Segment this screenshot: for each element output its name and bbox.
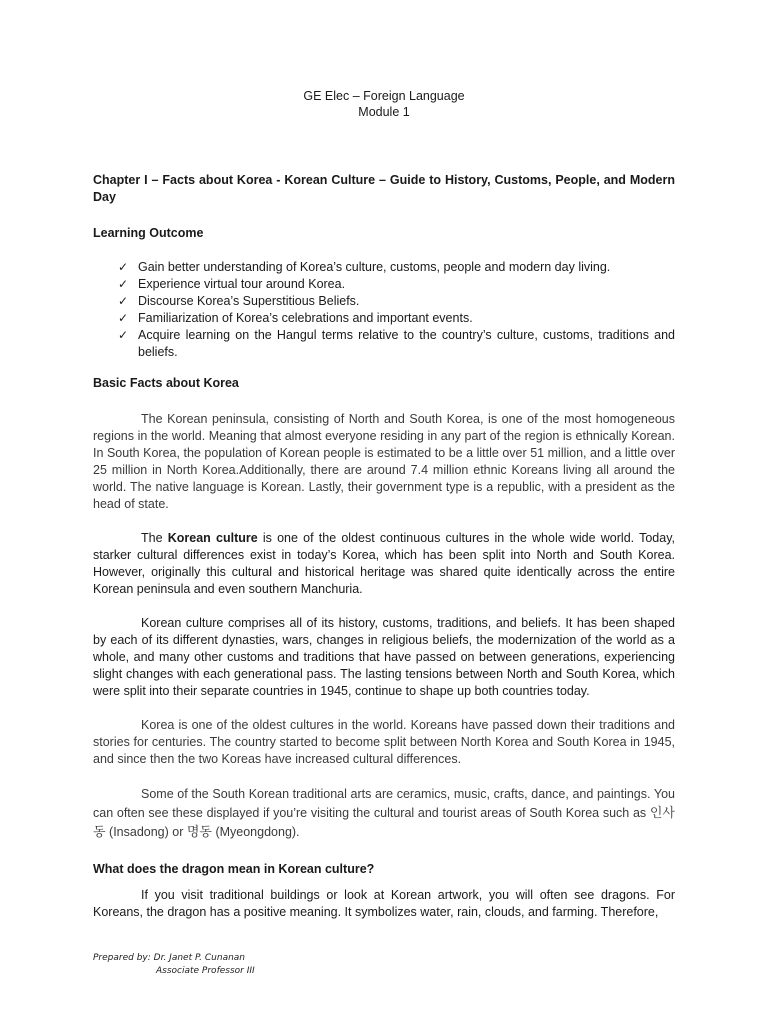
learning-outcome-list — [93, 259, 675, 361]
outcome-text: Acquire learning on the Hangul terms relative to the country’s culture, customs, traditions and beliefs. — [138, 328, 675, 359]
footer-author: Prepared by: Dr. Janet P. Cunanan — [93, 953, 246, 963]
module-label: Module 1 — [358, 105, 410, 119]
dragon-paragraph-1: If you visit traditional buildings or look at Korean artwork, you will often see dragons. For Koreans, the dragon has a positive meaning. It symbolizes water, rain, clouds, and farming. Therefore, — [93, 888, 675, 919]
myeongdong-hangul: 명동 — [186, 825, 212, 840]
list-item — [93, 259, 675, 276]
checkmark-icon: ✓ — [118, 277, 129, 291]
outcome-text: Discourse Korea’s Superstitious Beliefs. — [138, 294, 360, 308]
basic-facts-paragraph-3: Korean culture comprises all of its history, customs, traditions, and beliefs. It has been shaped by each of its different dynasties, wars, changes in religious beliefs, the modernization of the world as a whole, and many other customs and traditions that have passed on between generations, experiencing slight changes with each generational pass. The lasting tensions between North and South Korea, which were split into their separate countries in 1945, continue to shape up both countries today. — [93, 616, 675, 698]
basic-facts-paragraph-1: The Korean peninsula, consisting of North and South Korea, is one of the most homogeneous regions in the world. Meaning that almost everyone residing in any part of the region is ethnically Korean. In South Korea, the population of Korean people is estimated to be a little over 51 million, and a little over 25 million in North Korea.Additionally, there are around 7.4 million ethnic Koreans living all around the world. The native language is Korean. Lastly, their government type is a republic, with a president as the head of state. — [93, 412, 675, 511]
insadong-hangul: 인사동 — [93, 806, 675, 840]
basic-facts-paragraph-4: Korea is one of the oldest cultures in the world. Koreans have passed down their traditions and stories for centuries. The country started to become split between North Korea and South Korea in 1945, and since then the two Koreas have increased cultural differences. — [93, 718, 675, 766]
list-item — [93, 293, 675, 310]
paragraph-text: Some of the South Korean traditional arts are ceramics, music, crafts, dance, and paintings. You can often see these displayed if you’re visiting the cultural and tourist areas of South Korea such as — [93, 787, 675, 820]
myeongdong-romanized: (Myeongdong). — [211, 825, 300, 839]
chapter-title: Chapter I – Facts about Korea - Korean Culture – Guide to History, Customs, People, and Modern Day — [93, 173, 675, 204]
korean-culture-bold: Korean culture — [167, 531, 258, 545]
basic-facts-heading: Basic Facts about Korea — [93, 376, 239, 390]
outcome-text: Experience virtual tour around Korea. — [138, 277, 346, 291]
list-item — [93, 327, 675, 361]
outcome-text: Gain better understanding of Korea’s culture, customs, people and modern day living. — [138, 260, 611, 274]
footer-title: Associate Professor III — [156, 966, 255, 976]
checkmark-icon: ✓ — [118, 328, 129, 342]
dragon-heading: What does the dragon mean in Korean culture? — [93, 862, 375, 876]
paragraph-text: is one of the oldest continuous cultures in the whole wide world. Today, starker cultural differences exist in today’s Korea, which has been split into North and South Korea. However, originally this cultural and historical heritage was shared quite identically across the entire Korean peninsula and even southern Manchuria. — [93, 531, 675, 596]
outcome-text: Familiarization of Korea’s celebrations and important events. — [138, 311, 473, 325]
list-item — [93, 310, 675, 327]
learning-outcome-heading: Learning Outcome — [93, 226, 204, 240]
paragraph-text: The — [141, 531, 168, 545]
checkmark-icon: ✓ — [118, 294, 129, 308]
checkmark-icon: ✓ — [118, 260, 129, 274]
basic-facts-paragraph-5 — [93, 785, 675, 842]
insadong-romanized: (Insadong) or — [105, 825, 187, 839]
checkmark-icon: ✓ — [118, 311, 129, 325]
document-footer — [93, 952, 255, 978]
basic-facts-paragraph-2 — [93, 530, 675, 598]
list-item — [93, 276, 675, 293]
document-header — [93, 88, 675, 120]
course-title: GE Elec – Foreign Language — [303, 89, 465, 103]
